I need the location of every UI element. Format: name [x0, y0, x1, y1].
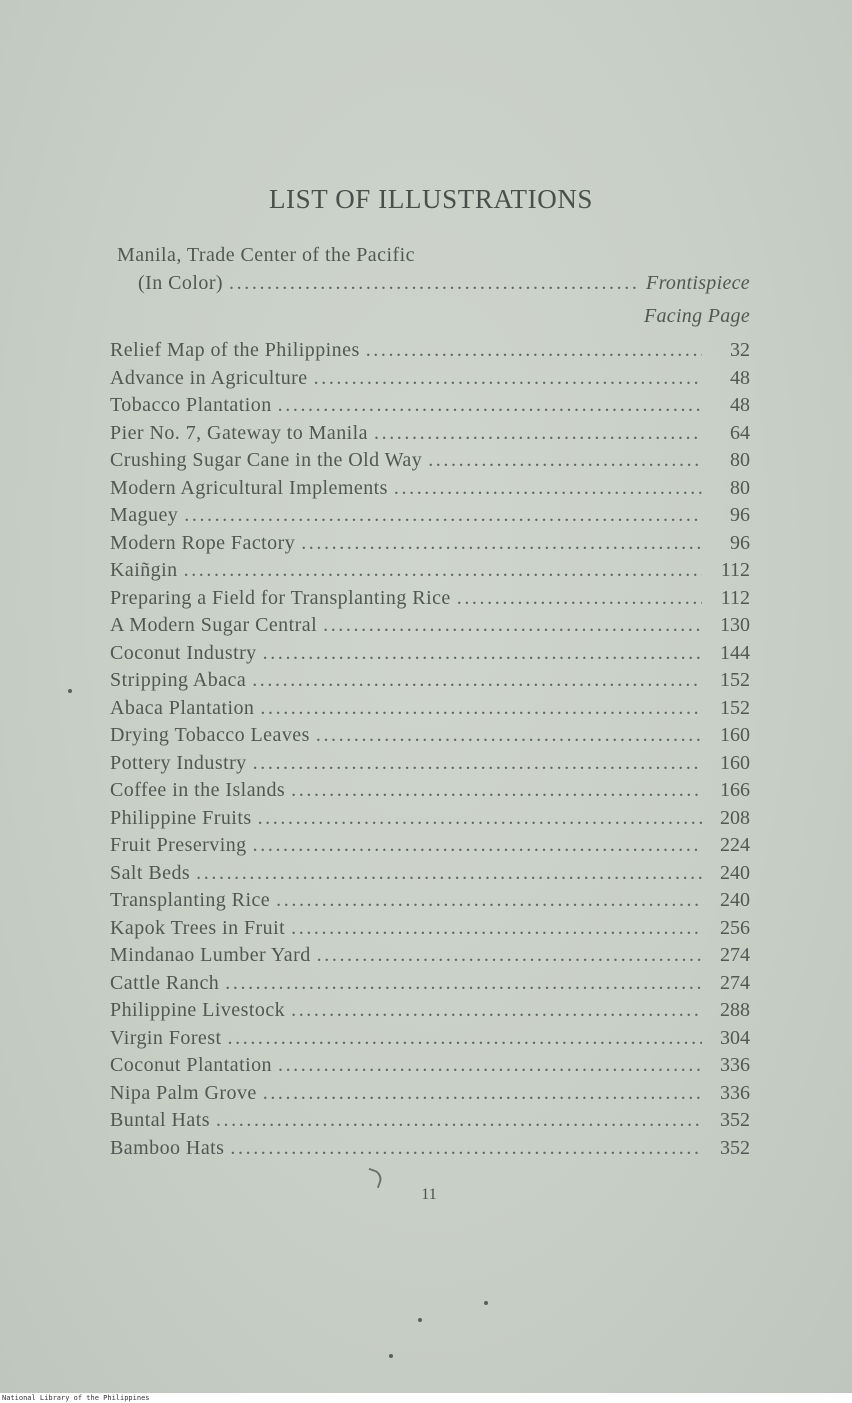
illustration-title: Advance in Agriculture: [110, 366, 308, 389]
list-item: [110, 449, 750, 476]
illustration-title: Pottery Industry: [110, 751, 247, 774]
facing-page-number: 288: [720, 999, 750, 1021]
dot-leader: [374, 422, 702, 445]
list-item: [110, 669, 750, 696]
illustration-title: Philippine Fruits: [110, 806, 252, 829]
facing-page-number: 80: [730, 476, 750, 499]
dot-leader: [184, 504, 702, 527]
dot-leader: [258, 807, 702, 830]
list-item: [110, 477, 750, 504]
facing-page-number: 166: [720, 779, 750, 801]
dot-leader: [317, 944, 702, 967]
dot-leader: [394, 477, 702, 500]
illustration-title: A Modern Sugar Central: [110, 614, 318, 636]
dot-leader: [323, 614, 702, 637]
illustration-title: Tobacco Plantation: [110, 394, 272, 416]
page-number: 11: [421, 1186, 437, 1203]
facing-page-number: 64: [730, 421, 750, 444]
illustration-title: Crushing Sugar Cane in the Old Way: [110, 449, 423, 471]
illustration-title: Cattle Ranch: [110, 971, 220, 994]
list-item: [110, 889, 750, 916]
illustration-title: Coconut Industry: [110, 641, 257, 664]
dot-leader: [291, 917, 702, 940]
page-title: LIST OF ILLUSTRATIONS: [268, 184, 594, 214]
dot-leader: [291, 779, 702, 802]
dot-leader: [253, 752, 702, 775]
illustration-title: Preparing a Field for Transplanting Rice: [110, 586, 451, 609]
facing-page-number: 256: [720, 916, 750, 939]
illustration-title: Coffee in the Islands: [110, 779, 286, 801]
list-item: [110, 394, 750, 421]
dot-leader: [196, 862, 702, 885]
illustration-title: Kapok Trees in Fruit: [110, 916, 286, 939]
frontispiece-entry: [138, 272, 750, 299]
illustration-title: Salt Beds: [110, 861, 191, 884]
illustration-title: Pier No. 7, Gateway to Manila: [110, 421, 368, 444]
list-item: [110, 1109, 750, 1136]
facing-page-number: 112: [720, 559, 750, 581]
list-item: [110, 532, 750, 559]
illustration-title: Abaca Plantation: [110, 696, 255, 719]
dot-leader: [366, 339, 702, 362]
list-item: [110, 1054, 750, 1081]
archive-credit: National Library of the Philippines: [2, 1394, 150, 1402]
facing-page-number: 352: [720, 1109, 750, 1131]
list-item: [110, 559, 750, 586]
list-item: [110, 1027, 750, 1054]
dot-leader: [301, 532, 702, 555]
facing-page-number: 130: [720, 614, 750, 636]
paper-speck: [389, 1354, 393, 1358]
list-item: [110, 862, 750, 889]
facing-page-number: 208: [720, 806, 750, 829]
dot-leader: [428, 449, 702, 472]
dot-leader: [229, 272, 640, 295]
facing-page-number: 240: [720, 861, 750, 884]
dot-leader: [457, 587, 702, 610]
dot-leader: [225, 972, 702, 995]
list-item: [110, 339, 750, 366]
dot-leader: [253, 834, 702, 857]
list-item: [110, 614, 750, 641]
illustration-title: Maguey: [110, 504, 179, 526]
list-item: [110, 422, 750, 449]
facing-page-number: 274: [720, 944, 750, 966]
facing-page-number: 80: [730, 449, 750, 471]
illustration-title: Relief Map of the Philippines: [110, 339, 360, 361]
list-item: [110, 642, 750, 669]
dot-leader: [184, 559, 702, 582]
dot-leader: [278, 1054, 702, 1077]
facing-page-number: 352: [720, 1136, 750, 1159]
facing-page-number: 240: [720, 889, 750, 911]
facing-page-number: 96: [730, 504, 750, 526]
dot-leader: [291, 999, 702, 1022]
facing-page-number: 160: [720, 724, 750, 746]
illustration-title: Modern Agricultural Implements: [110, 476, 388, 499]
facing-page-number: 160: [720, 751, 750, 774]
facing-page-number: 32: [730, 339, 750, 361]
facing-page-number: 304: [720, 1026, 750, 1049]
illustration-title: Transplanting Rice: [110, 889, 271, 911]
list-item: [110, 752, 750, 779]
list-item: [110, 944, 750, 971]
facing-page-number: 336: [720, 1054, 750, 1076]
facing-page-number: 144: [720, 641, 750, 664]
list-item: [110, 697, 750, 724]
facing-page-number: 48: [730, 394, 750, 416]
dot-leader: [263, 642, 702, 665]
illustration-title: Nipa Palm Grove: [110, 1081, 257, 1104]
list-item: [110, 1082, 750, 1109]
illustration-title: Drying Tobacco Leaves: [110, 724, 310, 746]
list-item: [110, 972, 750, 999]
illustration-title: Coconut Plantation: [110, 1054, 272, 1076]
facing-page-number: 336: [720, 1081, 750, 1104]
dot-leader: [230, 1137, 702, 1160]
facing-page-number: 274: [720, 971, 750, 994]
dot-leader: [260, 697, 702, 720]
list-item: [110, 917, 750, 944]
list-item: [110, 724, 750, 751]
list-item: [110, 1137, 750, 1164]
column-heading-facing-page: Facing Page: [643, 305, 750, 327]
paper-speck: [484, 1301, 488, 1305]
list-item: [110, 587, 750, 614]
facing-page-number: 112: [720, 586, 750, 609]
list-item: [110, 504, 750, 531]
illustration-title: Bamboo Hats: [110, 1136, 225, 1159]
frontispiece-reference: Frontispiece: [646, 272, 750, 294]
paper-speck: [68, 689, 72, 693]
illustration-title: Virgin Forest: [110, 1026, 222, 1049]
facing-page-number: 48: [730, 366, 750, 389]
dot-leader: [252, 669, 702, 692]
illustration-title: Mindanao Lumber Yard: [110, 944, 311, 966]
illustration-title: Philippine Livestock: [110, 999, 286, 1021]
facing-page-number: 152: [720, 669, 750, 691]
illustration-title: Fruit Preserving: [110, 834, 247, 856]
facing-page-number: 96: [730, 531, 750, 554]
dot-leader: [216, 1109, 702, 1132]
list-item: [110, 999, 750, 1026]
illustration-title: Stripping Abaca: [110, 669, 247, 691]
frontispiece-caption-line1: Manila, Trade Center of the Pacific: [117, 244, 415, 266]
frontispiece-caption-line2: (In Color): [138, 272, 224, 294]
illustration-title: Modern Rope Factory: [110, 531, 296, 554]
dot-leader: [263, 1082, 702, 1105]
dot-leader: [228, 1027, 702, 1050]
list-item: [110, 367, 750, 394]
dot-leader: [276, 889, 702, 912]
facing-page-number: 224: [720, 834, 750, 856]
illustration-title: Kaiñgin: [110, 559, 178, 581]
list-item: [110, 779, 750, 806]
paper-speck: [418, 1318, 422, 1322]
dot-leader: [314, 367, 702, 390]
illustration-title: Buntal Hats: [110, 1109, 210, 1131]
list-item: [110, 807, 750, 834]
list-item: [110, 834, 750, 861]
facing-page-number: 152: [720, 696, 750, 719]
dot-leader: [278, 394, 702, 417]
dot-leader: [316, 724, 702, 747]
